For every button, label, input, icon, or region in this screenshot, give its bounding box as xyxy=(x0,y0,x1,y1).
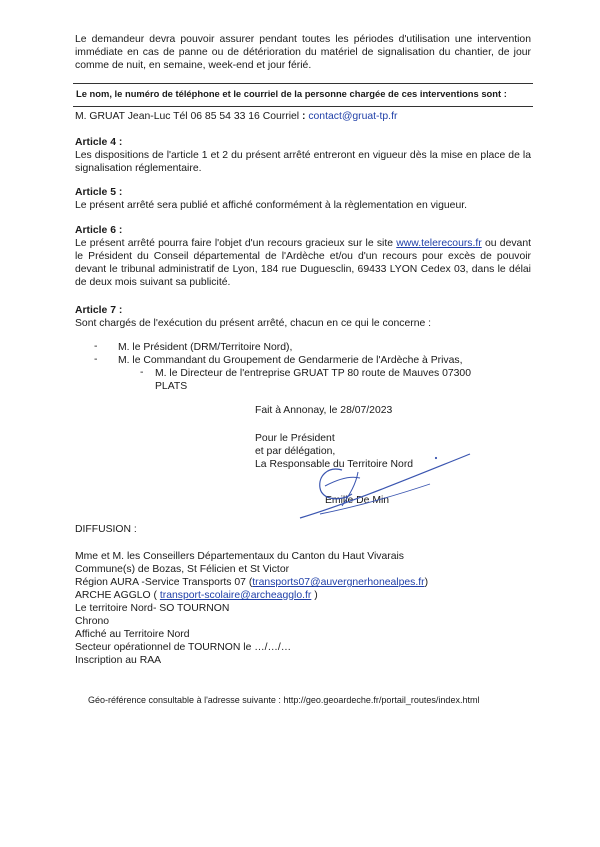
contact-name-phone: M. GRUAT Jean-Luc Tél 06 85 54 33 16 Courriel xyxy=(75,111,300,122)
contact-separator: : xyxy=(299,111,309,122)
list-item-directeur: M. le Directeur de l'entreprise GRUAT TP 80 route de Mauves 07300 xyxy=(155,368,471,379)
intro-paragraph: Le demandeur devra pouvoir assurer pendant toutes les périodes d'utilisation une intervention immédiate en cas de panne ou de détérioration du matériel de signalisation du chantier, de jour comme de nuit, en semaine, week-end et jour férié. xyxy=(75,34,531,71)
signature-line-3: La Responsable du Territoire Nord xyxy=(255,459,414,470)
handwritten-signature xyxy=(280,448,480,523)
georeference-footer: Géo-référence consultable à l'adresse suivante : http://geo.geoardeche.fr/portail_routes/index.html xyxy=(88,695,480,705)
diffusion-line-6: Chrono xyxy=(75,616,110,627)
diffusion-line-4-after: ) xyxy=(311,590,318,601)
contact-box xyxy=(73,83,533,107)
article-5-title: Article 5 : xyxy=(75,187,123,198)
diffusion-line-1: Mme et M. les Conseillers Départementaux du Canton du Haut Vivarais xyxy=(75,551,404,562)
diffusion-line-4 xyxy=(75,589,318,602)
article-7-text: Sont chargés de l'exécution du présent arrêté, chacun en ce qui le concerne : xyxy=(75,318,432,329)
diffusion-line-9: Inscription au RAA xyxy=(75,655,162,666)
diffusion-line-7: Affiché au Territoire Nord xyxy=(75,629,190,640)
diffusion-line-4-before: ARCHE AGGLO ( xyxy=(75,590,160,601)
archeagglo-email-link[interactable]: transport-scolaire@archeagglo.fr xyxy=(159,590,312,601)
article-6-text xyxy=(75,237,531,289)
list-dash: - xyxy=(94,341,98,352)
diffusion-line-3-before: Région AURA -Service Transports 07 ( xyxy=(75,577,253,588)
article-4-text: Les dispositions de l'article 1 et 2 du présent arrêté entreront en vigueur dès la mise en place de la signalisation réglementaire. xyxy=(75,150,531,174)
signatory-name: Emilie De Min xyxy=(325,495,390,506)
signature-line-1: Pour le Président xyxy=(255,433,335,444)
article-6-text-after: ou devant le Président du Conseil départemental de l'Ardèche et/ou d'un recours pour excès de pouvoir devant le tribunal administratif de Lyon, 184 rue Duguesclin, 69433 LYON Cedex 03, dans le délai de deux mois suivant sa publicité. xyxy=(75,238,531,288)
diffusion-line-3 xyxy=(75,576,428,589)
article-5-text: Le présent arrêté sera publié et affiché conformément à la règlementation en vigueur. xyxy=(75,200,468,211)
signature-line-2: et par délégation, xyxy=(255,446,336,457)
diffusion-title: DIFFUSION : xyxy=(75,524,137,535)
article-6-text-before: Le présent arrêté pourra faire l'objet d'un recours gracieux sur le site xyxy=(75,238,397,249)
transports07-email-link[interactable]: transports07@auvergnerhonealpes.fr xyxy=(252,577,425,588)
diffusion-line-5: Le territoire Nord- SO TOURNON xyxy=(75,603,230,614)
signature-place-date: Fait à Annonay, le 28/07/2023 xyxy=(255,405,393,416)
article-7-title: Article 7 : xyxy=(75,305,123,316)
list-item-directeur-city: PLATS xyxy=(155,381,188,392)
list-dash: - xyxy=(140,367,144,378)
list-dash: - xyxy=(94,354,98,365)
diffusion-line-2: Commune(s) de Bozas, St Félicien et St Victor xyxy=(75,564,290,575)
contact-line xyxy=(75,110,397,123)
article-6-title: Article 6 : xyxy=(75,225,123,236)
diffusion-line-3-after: ) xyxy=(424,577,429,588)
diffusion-line-8: Secteur opérationnel de TOURNON le …/…/… xyxy=(75,642,292,653)
telerecours-link[interactable]: www.telerecours.fr xyxy=(396,238,482,249)
article-4-title: Article 4 : xyxy=(75,137,123,148)
contact-box-title: Le nom, le numéro de téléphone et le courriel de la personne chargée de ces interventions sont : xyxy=(76,88,507,99)
contact-email[interactable]: contact@gruat-tp.fr xyxy=(308,111,398,122)
list-item-president: M. le Président (DRM/Territoire Nord), xyxy=(118,342,293,353)
list-item-gendarmerie: M. le Commandant du Groupement de Gendarmerie de l'Ardèche à Privas, xyxy=(118,355,463,366)
